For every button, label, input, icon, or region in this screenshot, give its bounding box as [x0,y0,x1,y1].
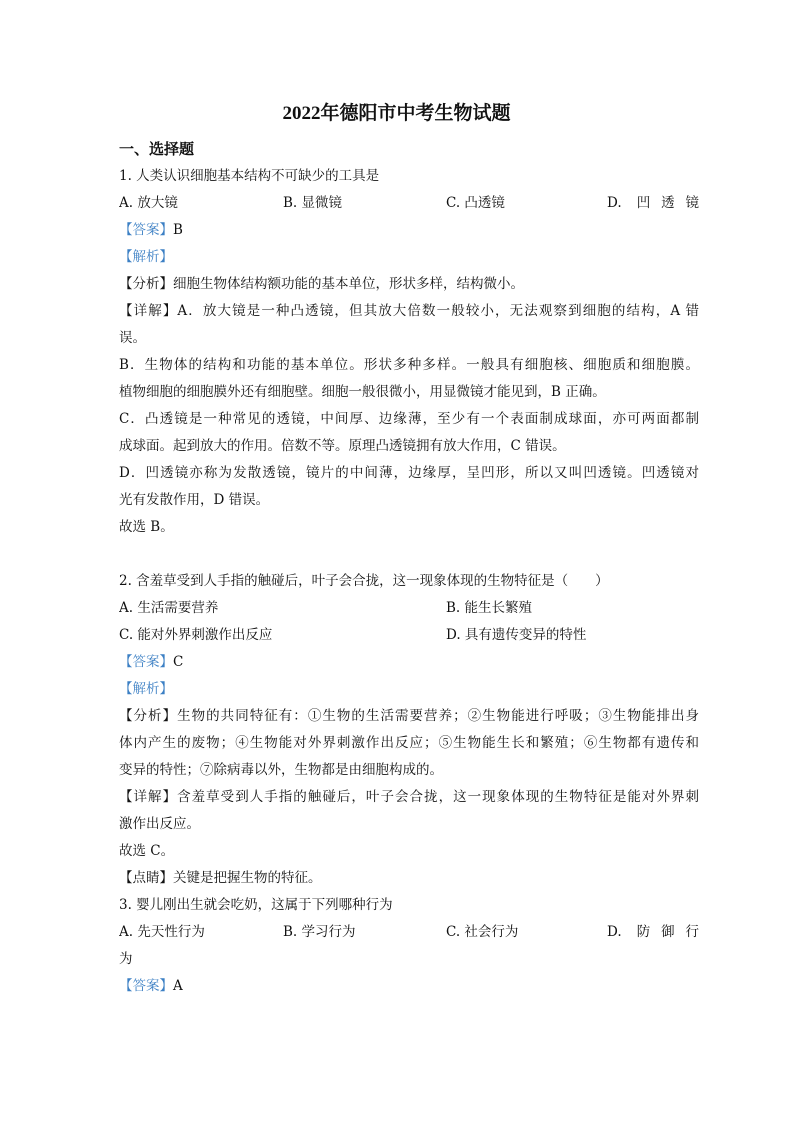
explanation-line: 体内产生的废物；④生物能对外界刺激作出反应；⑤生物能生长和繁殖；⑥生物都有遗传和 [119,735,699,751]
explanation-line: 【分析】生物的共同特征有：①生物的生活需要营养；②生物能进行呼吸；③生物能排出身 [119,708,699,724]
explanation-line: 成球面。起到放大的作用。倍数不等。原理凸透镜拥有放大作用，C 错误。 [119,438,566,454]
explanation-line: 激作出反应。 [119,816,200,832]
analysis-label: 【解析】 [119,681,173,697]
option-d-wrap: 为 [119,951,133,967]
blank-line [119,541,699,568]
option-a: A. 放大镜 [119,195,178,211]
explanation-line: 【分析】细胞生物体结构额功能的基本单位，形状多样，结构微小。 [119,276,524,292]
explanation-line: B．生物体的结构和功能的基本单位。形状多种多样。一般具有细胞核、细胞质和细胞膜。 [119,357,699,373]
explanation-line: 光有发散作用，D 错误。 [119,492,270,508]
option-b: B. 显微镜 [283,195,343,211]
option-c: C. 凸透镜 [446,195,505,211]
option-b: B. 学习行为 [283,924,356,940]
option-c: C. 能对外界刺激作出反应 [119,627,273,643]
explanation-line: 误。 [119,330,146,346]
document-body [119,163,699,1000]
analysis-label: 【解析】 [119,249,173,265]
answer-value: C [173,654,184,670]
option-d: D. 具有遗传变异的特性 [446,627,587,643]
option-b: B. 能生长繁殖 [446,600,533,616]
explanation-line: 【详解】含羞草受到人手指的触碰后，叶子会合拢，这一现象体现的生物特征是能对外界刺 [119,789,699,805]
explanation-line: D．凹透镜亦称为发散透镜，镜片的中间薄，边缘厚，呈凹形，所以又叫凹透镜。凹透镜对 [119,465,699,481]
answer-value: A [173,978,183,994]
question-2-options [119,595,699,622]
explanation-line: 植物细胞的细胞膜外还有细胞壁。细胞一般很微小，用显微镜才能见到，B 正确。 [119,384,606,400]
question-3-options [119,919,699,946]
option-d: D. 凹透镜 [607,195,699,211]
answer-label: 【答案】 [119,654,173,670]
option-d: D. 防御行 [607,924,699,940]
answer-label: 【答案】 [119,222,173,238]
option-a: A. 生活需要营养 [119,600,219,616]
question-1-stem: 1. 人类认识细胞基本结构不可缺少的工具是 [119,168,380,184]
explanation-line: 【点睛】关键是把握生物的特征。 [119,870,322,886]
question-2-answer [119,649,699,676]
option-c: C. 社会行为 [446,924,519,940]
document-title: 2022年德阳市中考生物试题 [282,103,511,124]
question-3-answer [119,973,699,1000]
explanation-line: 变异的特性；⑦除病毒以外，生物都是由细胞构成的。 [119,762,443,778]
question-1-options [119,190,699,217]
explanation-line: 【详解】A．放大镜是一种凸透镜，但其放大倍数一般较小，无法观察到细胞的结构，A 错 [119,303,699,319]
question-3-stem: 3. 婴儿刚出生就会吃奶，这属于下列哪种行为 [119,897,393,913]
answer-value: B [173,222,183,238]
question-2-stem: 2. 含羞草受到人手指的触碰后，叶子会合拢，这一现象体现的生物特征是（ ） [119,573,609,589]
option-a: A. 先天性行为 [119,924,205,940]
question-2-options [119,622,699,649]
answer-label: 【答案】 [119,978,173,994]
question-1-answer [119,217,699,244]
explanation-line: C．凸透镜是一种常见的透镜，中间厚、边缘薄，至少有一个表面制成球面，亦可两面都制 [119,411,699,427]
section-heading: 一、选择题 [119,140,195,158]
explanation-line: 故选 B。 [119,519,174,535]
explanation-line: 故选 C。 [119,843,175,859]
